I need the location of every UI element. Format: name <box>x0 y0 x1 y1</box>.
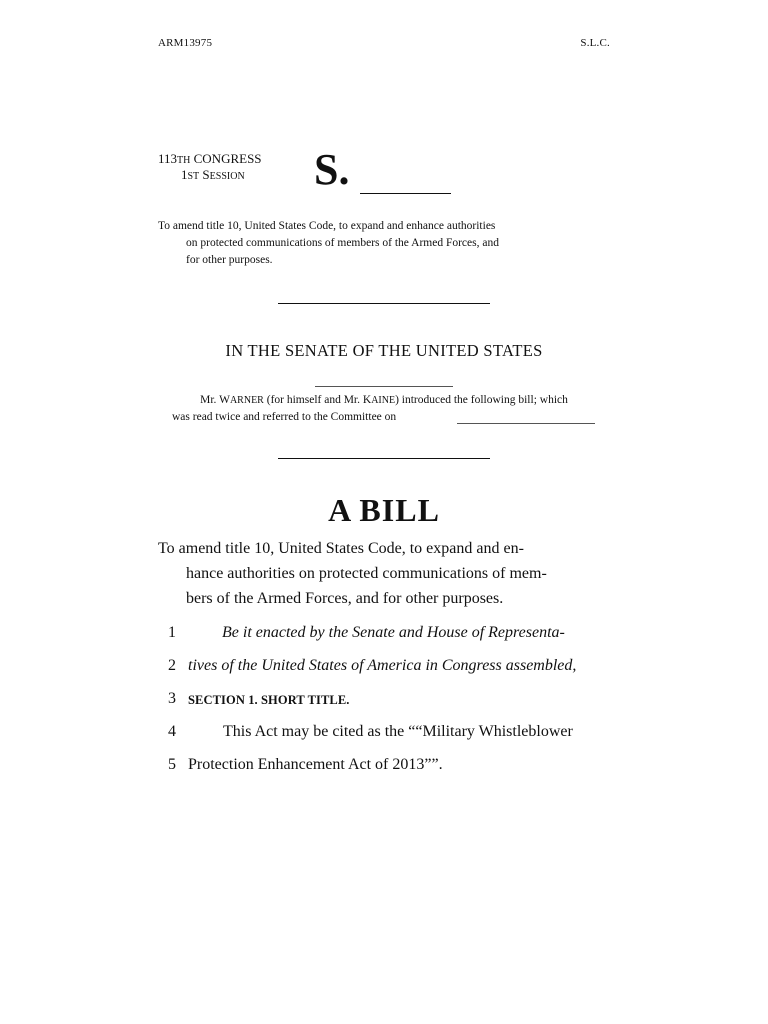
introduction-line-1 <box>158 392 610 409</box>
bill-number-prefix: S. <box>314 145 350 194</box>
sponsor-prefix: Mr. W <box>200 394 230 406</box>
congress-word: CONGRESS <box>190 151 262 166</box>
divider-2 <box>278 458 490 459</box>
enacting-clause-line-2: tives of the United States of America in Congress assembled, <box>188 657 577 674</box>
long-purpose-line-2: hance authorities on protected communications of mem- <box>186 565 547 582</box>
introduction-line-2 <box>172 409 396 426</box>
long-purpose-line-1: To amend title 10, United States Code, to expand and en- <box>158 540 524 557</box>
introduction-text-a: (for himself and Mr. K <box>263 394 372 406</box>
chamber-heading: IN THE SENATE OF THE UNITED STATES <box>225 341 543 360</box>
office-code: S.L.C. <box>580 37 610 49</box>
line-number: 2 <box>168 657 176 674</box>
document-id: ARM13975 <box>158 37 213 49</box>
bill-number-blank <box>360 193 451 194</box>
short-purpose-line-3: for other purposes. <box>186 254 273 266</box>
referral-text: was read twice and referred to the Committee on <box>172 411 397 423</box>
bill-title: A BILL <box>328 492 440 528</box>
line-number: 3 <box>168 690 176 707</box>
divider-1 <box>278 303 490 304</box>
introduction-text-b: ) introduced the following bill; which <box>395 394 568 406</box>
session-initial: S <box>199 167 210 182</box>
session-word: ESSION <box>209 171 245 182</box>
congress-suffix: TH <box>177 155 191 166</box>
section-heading: SECTION 1. SHORT TITLE. <box>188 693 350 707</box>
line-number: 4 <box>168 723 176 740</box>
section-text-line-1: This Act may be cited as the ““Military Whistleblower <box>223 723 573 740</box>
line-number: 5 <box>168 756 176 773</box>
congress-number: 113 <box>158 151 178 166</box>
cosponsor-name-rest: AINE <box>371 395 396 406</box>
committee-blank <box>457 423 595 424</box>
short-divider <box>315 386 453 387</box>
section-text-line-2: Protection Enhancement Act of 2013””. <box>188 756 443 773</box>
session-number: 1 <box>181 167 188 182</box>
short-purpose-line-1: To amend title 10, United States Code, to expand and enhance authorities <box>158 220 496 232</box>
line-number: 1 <box>168 624 176 641</box>
enacting-clause-line-1: Be it enacted by the Senate and House of Representa- <box>222 624 565 641</box>
long-purpose-line-3: bers of the Armed Forces, and for other purposes. <box>186 590 504 607</box>
short-purpose-line-2: on protected communications of members of the Armed Forces, and <box>186 237 499 249</box>
session-label <box>181 166 245 184</box>
sponsor-name-rest: ARNER <box>229 395 264 406</box>
session-suffix: ST <box>187 171 200 182</box>
